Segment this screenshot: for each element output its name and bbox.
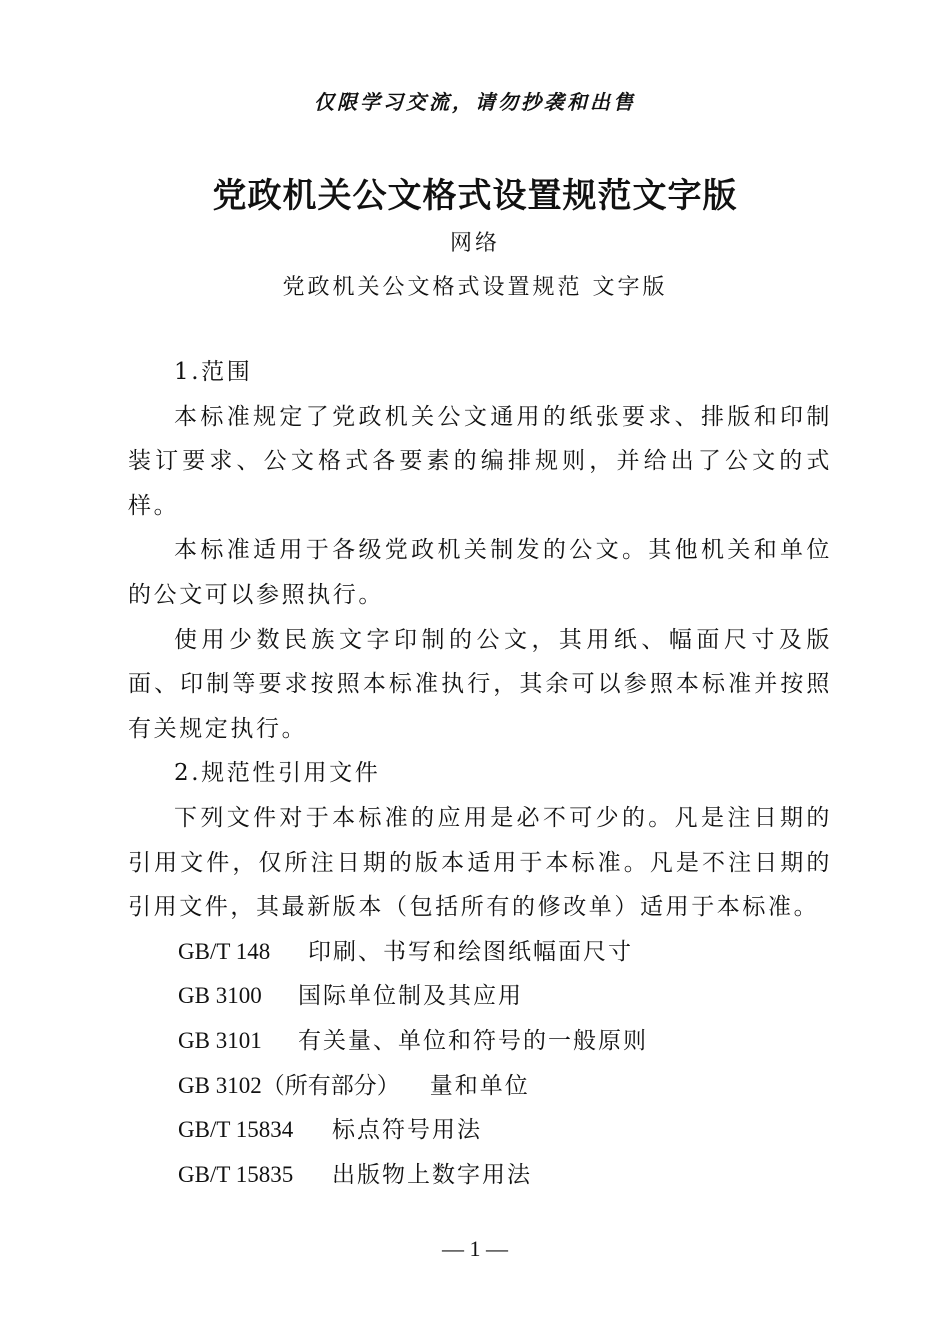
reference-item (128, 1108, 832, 1153)
section-2-heading: 2.规范性引用文件 (174, 760, 381, 787)
reference-title: 标点符号用法 (332, 1117, 482, 1144)
section-1-paragraph-2: 本标准适用于各级党政机关制发的公文。其他机关和单位的公文可以参照执行。 (128, 537, 832, 608)
reference-code: GB/T 15835 (178, 1161, 294, 1187)
reference-item (128, 930, 832, 975)
reference-code: GB 3102（所有部分） (178, 1072, 400, 1098)
section-1-paragraph-1: 本标准规定了党政机关公文通用的纸张要求、排版和印制装订要求、公文格式各要素的编排规则，并给出了公文的式样。 (128, 403, 832, 519)
watermark-header: 仅限学习交流，请勿抄袭和出售 (314, 90, 636, 114)
reference-item (128, 1019, 832, 1064)
section-1-heading: 1.范围 (174, 359, 253, 385)
page-number: — 1 — (442, 1236, 508, 1261)
section-2-paragraph-1: 下列文件对于本标准的应用是必不可少的。凡是注日期的引用文件，仅所注日期的版本适用于本标准。凡是不注日期的引用文件，其最新版本（包括所有的修改单）适用于本标准。 (128, 804, 832, 921)
reference-code: GB 3101 (178, 1027, 262, 1053)
reference-title: 有关量、单位和符号的一般原则 (298, 1027, 648, 1054)
reference-item (128, 974, 832, 1019)
reference-title: 国际单位制及其应用 (298, 983, 523, 1010)
document-body (128, 350, 832, 1197)
section-1-paragraph-3: 使用少数民族文字印制的公文，其用纸、幅面尺寸及版面、印制等要求按照本标准执行，其余可以参照本标准并按照有关规定执行。 (128, 626, 832, 742)
document-source: 网络 (449, 231, 500, 256)
reference-code: GB/T 148 (178, 938, 271, 964)
reference-title: 出版物上数字用法 (332, 1161, 532, 1188)
document-subtitle: 党政机关公文格式设置规范 文字版 (282, 275, 668, 300)
reference-item (128, 1153, 832, 1198)
reference-title: 印刷、书写和绘图纸幅面尺寸 (308, 938, 633, 965)
reference-code: GB/T 15834 (178, 1117, 294, 1143)
document-title: 党政机关公文格式设置规范文字版 (212, 176, 738, 216)
reference-item (128, 1064, 832, 1109)
reference-title: 量和单位 (429, 1072, 530, 1099)
reference-code: GB 3100 (178, 983, 262, 1009)
